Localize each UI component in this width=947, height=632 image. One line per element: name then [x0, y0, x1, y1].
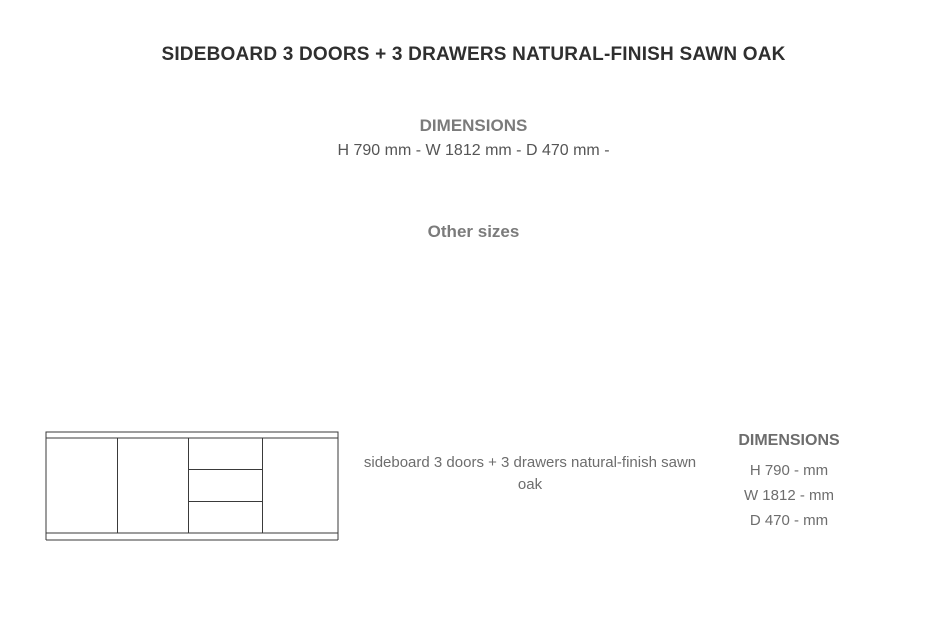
right-dimension-height: H 790 - mm: [749, 462, 829, 479]
right-dimension-width: W 1812 - mm: [743, 487, 834, 504]
product-caption: sideboard 3 doors + 3 drawers natural-finish sawn oak: [363, 454, 697, 493]
right-dimensions-heading: DIMENSIONS: [738, 432, 840, 449]
dimensions-values: H 790 mm - W 1812 mm - D 470 mm -: [337, 142, 610, 159]
other-sizes-label: Other sizes: [427, 222, 520, 241]
right-dimensions-block: [679, 432, 899, 533]
dimensions-heading: DIMENSIONS: [419, 116, 528, 135]
right-dimension-depth: D 470 - mm: [749, 512, 829, 529]
sideboard-line-drawing: [44, 430, 340, 550]
page-title: SIDEBOARD 3 DOORS + 3 DRAWERS NATURAL-FINISH SAWN OAK: [161, 44, 786, 65]
